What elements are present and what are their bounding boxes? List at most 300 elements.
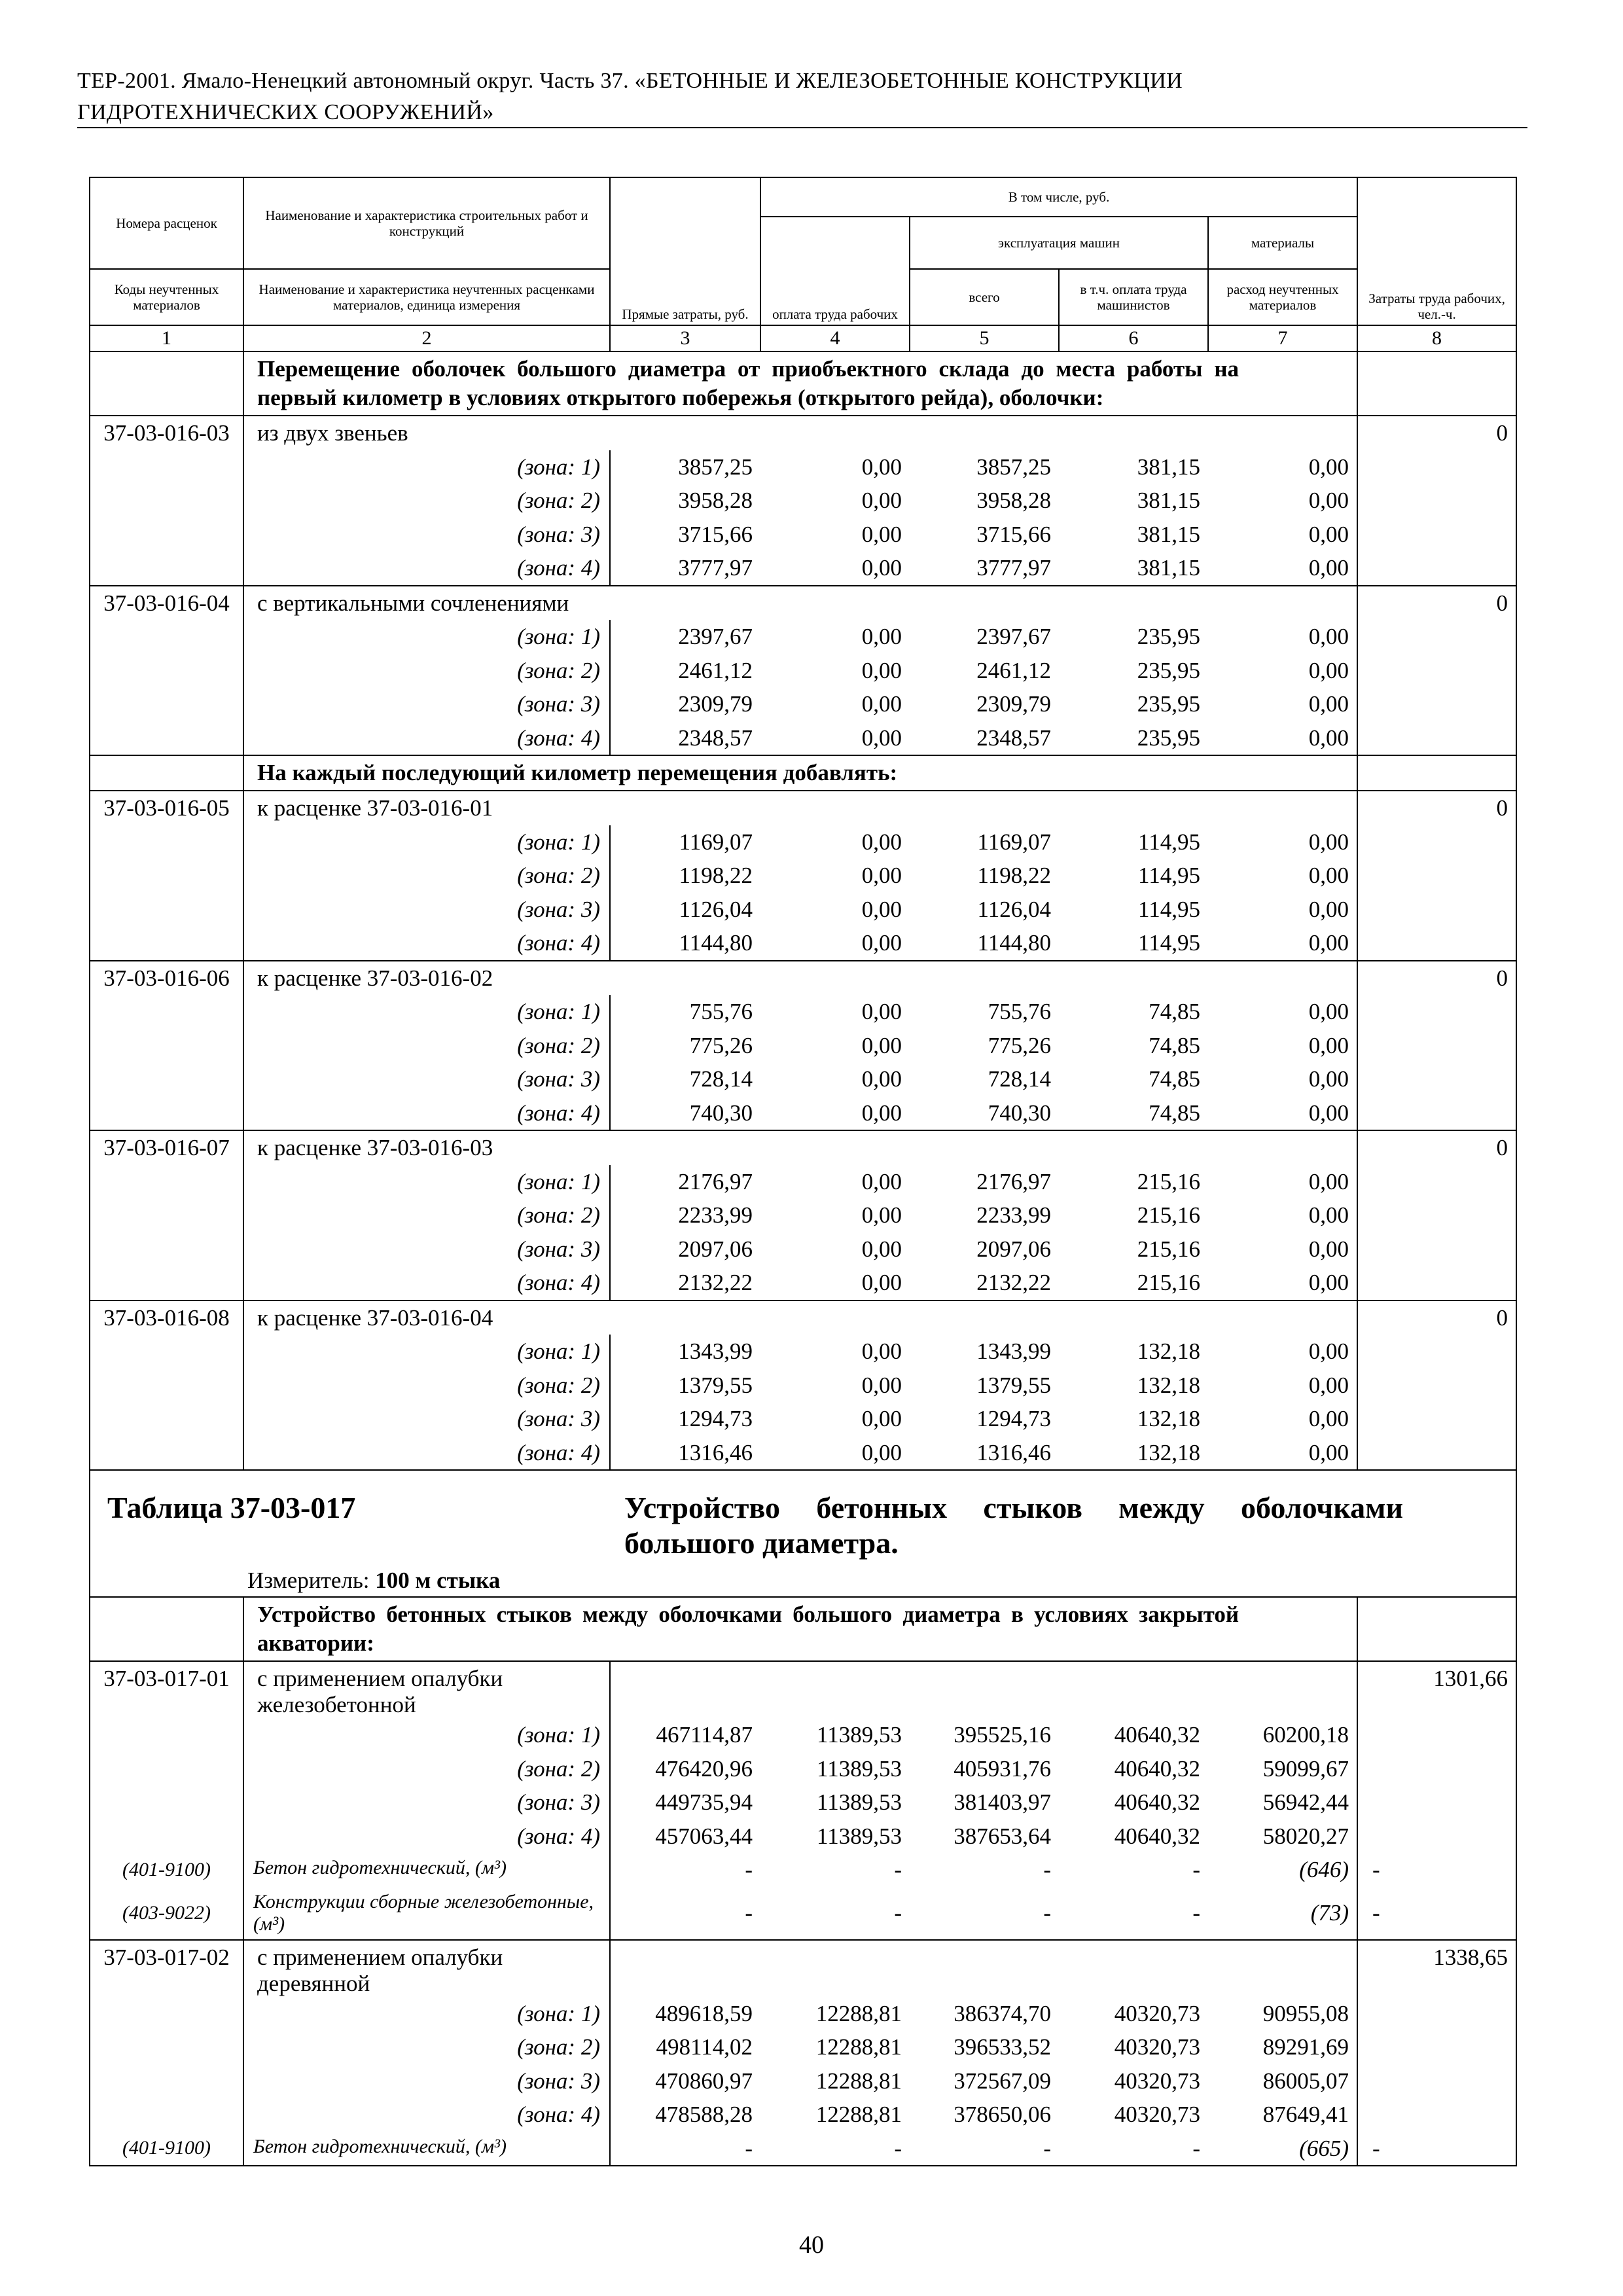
material-qty: (646) [1299,1857,1349,1882]
empty-cell [1059,1300,1208,1335]
empty-cell [90,1198,243,1232]
dash-cell: - [910,2132,1059,2166]
empty-cell [90,1820,243,1854]
col-header-name-mat: Наименование и характеристика неучтенных расценками материалов, единица измерения [243,269,610,325]
zone-row [90,1820,1516,1854]
empty-cell [760,791,910,825]
zone-row [90,1785,1516,1820]
empty-cell [90,721,243,756]
col-header-including: В том числе, руб. [760,177,1357,217]
value-cell: 114,95 [1138,930,1200,956]
value-cell: 0,00 [861,454,902,480]
labor-value: 1338,65 [1357,1940,1516,1997]
zone-row [90,518,1516,552]
value-cell: 467114,87 [610,1718,760,1752]
col-header-labor: Затраты труда рабочих, чел.-ч. [1357,177,1516,325]
empty-cell [1357,1335,1516,1369]
rate-row [90,1300,1516,1335]
empty-cell [1208,1940,1357,1997]
empty-cell [1208,1661,1357,1718]
empty-cell [90,1718,243,1752]
value-cell: 2309,79 [976,691,1051,717]
col-num: 1 [90,325,243,351]
value-cell: 60200,18 [1262,1722,1349,1748]
value-cell: 74,85 [1149,1066,1200,1092]
value-cell: 0,00 [1308,1168,1349,1194]
value-cell: 755,76 [610,995,760,1029]
rate-name: к расценке 37-03-016-02 [243,961,760,996]
material-name: Бетон гидротехнический, (м³) [243,1853,610,1887]
value-cell: 775,26 [610,1029,760,1063]
labor-value: 0 [1357,791,1516,825]
value-cell: 235,95 [1137,725,1200,751]
value-cell: 728,14 [610,1062,760,1096]
labor-value: 0 [1357,1300,1516,1335]
value-cell: 1144,80 [977,930,1051,956]
header-rule [77,127,1527,128]
material-qty: (73) [1310,1899,1349,1926]
zone-row [90,1436,1516,1471]
empty-cell [1357,825,1516,859]
empty-cell [610,1940,760,1997]
zone-label: (зона: 2) [243,2030,610,2064]
col-header-machines: эксплуатация машин [910,217,1208,269]
empty-cell [90,620,243,654]
rate-code: 37-03-016-05 [90,791,243,825]
value-cell: 386374,70 [954,2000,1051,2026]
value-cell: 0,00 [1308,1270,1349,1295]
rate-row [90,1130,1516,1165]
empty-cell [90,654,243,688]
material-row [90,2132,1516,2166]
section-1-title [90,351,1516,416]
value-cell: 489618,59 [610,1997,760,2031]
empty-cell [90,450,243,484]
value-cell: 2461,12 [610,654,760,688]
value-cell: 40320,73 [1114,2068,1200,2094]
value-cell: 381,15 [1137,555,1200,581]
value-cell: 381,15 [1137,454,1200,480]
measure [107,1565,1516,1596]
empty-cell [90,1785,243,1820]
empty-cell [1357,1718,1516,1752]
labor-value: 0 [1357,961,1516,996]
col-num: 4 [760,325,910,351]
rate-name: к расценке 37-03-016-03 [243,1130,760,1165]
value-cell: 0,00 [861,896,902,922]
labor-value: 0 [1357,1130,1516,1165]
empty-cell [1357,687,1516,721]
empty-cell [760,961,910,996]
rate-code: 37-03-016-03 [90,416,243,450]
rate-code: 37-03-016-04 [90,586,243,620]
rate-name: к расценке 37-03-016-04 [243,1300,760,1335]
table-description: Устройство бетонных стыков между оболочками большого диаметра. [624,1491,1403,1560]
value-cell: 0,00 [1308,488,1349,513]
zone-row [90,1369,1516,1403]
zone-row [90,1096,1516,1131]
value-cell: 90955,08 [1262,2000,1349,2026]
zone-label: (зона: 2) [243,1029,610,1063]
labor-value: 0 [1357,586,1516,620]
empty-cell [910,1940,1059,1997]
empty-cell [1357,1997,1516,2031]
empty-cell [760,1130,910,1165]
empty-cell [1357,620,1516,654]
value-cell: 2397,67 [610,620,760,654]
value-cell: 2233,99 [610,1198,760,1232]
value-cell: 11389,53 [817,1722,902,1748]
dash-cell: - [1043,1857,1051,1882]
dash-cell: - [1357,2132,1516,2166]
value-cell: 0,00 [861,1439,902,1465]
value-cell: 0,00 [861,1372,902,1398]
value-cell: 0,00 [1308,930,1349,956]
value-cell: 215,16 [1137,1202,1200,1228]
value-cell: 1198,22 [977,863,1051,888]
value-cell: 0,00 [861,521,902,547]
value-cell: 0,00 [1308,863,1349,888]
zone-label: (зона: 1) [243,1165,610,1199]
zone-label: (зона: 3) [243,1062,610,1096]
zone-label: (зона: 2) [243,654,610,688]
value-cell: 11389,53 [817,1755,902,1782]
zone-row [90,1198,1516,1232]
value-cell: 0,00 [861,863,902,888]
value-cell: 3958,28 [976,488,1051,513]
col-num: 6 [1059,325,1208,351]
zone-label: (зона: 1) [243,995,610,1029]
zone-row [90,1335,1516,1369]
value-cell: 470860,97 [610,2064,760,2098]
empty-cell [90,1335,243,1369]
value-cell: 235,95 [1137,691,1200,717]
zone-label: (зона: 1) [243,450,610,484]
value-cell: 1343,99 [976,1338,1051,1364]
empty-cell [1357,450,1516,484]
empty-cell [90,1062,243,1096]
zone-row [90,1997,1516,2031]
empty-cell [610,1661,760,1718]
rate-row [90,586,1516,620]
value-cell: 0,00 [861,488,902,513]
zone-label: (зона: 4) [243,1096,610,1131]
zone-row [90,1752,1516,1786]
value-cell: 2132,22 [610,1266,760,1300]
value-cell: 3715,66 [610,518,760,552]
labor-value: 0 [1357,416,1516,450]
value-cell: 235,95 [1137,624,1200,649]
rate-name: с применением опалубки деревянной [243,1940,610,1997]
value-cell: 89291,69 [1262,2034,1349,2060]
empty-cell [1208,791,1357,825]
value-cell: 132,18 [1137,1406,1200,1431]
col-header-name: Наименование и характеристика строительных работ и конструкций [243,177,610,269]
empty-cell [1059,791,1208,825]
zone-row [90,484,1516,518]
empty-cell [760,416,910,450]
empty-cell [1357,1436,1516,1471]
empty-cell [90,351,243,416]
zone-label: (зона: 4) [243,1820,610,1854]
measure-label: Измеритель: [247,1568,370,1593]
dash-cell: - [1192,1899,1200,1926]
zone-row [90,450,1516,484]
rate-row [90,416,1516,450]
value-cell: 2176,97 [610,1165,760,1199]
value-cell: 3715,66 [976,521,1051,547]
empty-cell [90,687,243,721]
value-cell: 2461,12 [976,657,1051,683]
rate-code: 37-03-017-02 [90,1940,243,1997]
value-cell: 40640,32 [1114,1722,1200,1748]
value-cell: 40320,73 [1114,2000,1200,2026]
zone-row [90,1402,1516,1436]
dash-cell: - [1192,1857,1200,1882]
empty-cell [1357,893,1516,927]
empty-cell [1357,351,1516,416]
value-cell: 0,00 [1308,829,1349,855]
value-cell: 0,00 [1308,657,1349,683]
empty-cell [1208,961,1357,996]
value-cell: 2097,06 [976,1236,1051,1262]
value-cell: 0,00 [1308,521,1349,547]
table-title-block [90,1470,1516,1597]
page-number: 40 [799,2231,824,2259]
col-header-machinist: в т.ч. оплата труда машинистов [1059,269,1208,325]
zone-row [90,926,1516,961]
value-cell: 775,26 [988,1032,1051,1058]
col-num: 2 [243,325,610,351]
zone-label: (зона: 4) [243,551,610,586]
value-cell: 0,00 [861,930,902,956]
section-title: Перемещение оболочек большого диаметра от приобъектного склада до места работы на первый километр в условиях открытого побережья (открытого рейда), оболочки: [243,351,1357,416]
value-cell: 396533,52 [954,2034,1051,2060]
empty-cell [1357,1198,1516,1232]
material-name: Бетон гидротехнический, (м³) [243,2132,610,2166]
zone-label: (зона: 2) [243,859,610,893]
rate-row [90,1661,1516,1718]
table-title-row [90,1470,1516,1597]
zone-label: (зона: 3) [243,687,610,721]
empty-cell [1208,586,1357,620]
value-cell: 114,95 [1138,896,1200,922]
zone-row [90,2030,1516,2064]
dash-cell: - [894,1899,902,1926]
value-cell: 2132,22 [976,1270,1051,1295]
zone-row [90,995,1516,1029]
column-numbers-row [90,325,1516,351]
empty-cell [910,416,1059,450]
col-num: 5 [910,325,1059,351]
value-cell: 11389,53 [817,1823,902,1849]
zone-row [90,2098,1516,2132]
zone-label: (зона: 3) [243,518,610,552]
value-cell: 378650,06 [954,2102,1051,2127]
empty-cell [90,1165,243,1199]
value-cell: 74,85 [1149,1100,1200,1126]
value-cell: 40640,32 [1114,1823,1200,1849]
rate-name: с вертикальными сочленениями [243,586,760,620]
zone-row [90,1718,1516,1752]
value-cell: 1379,55 [976,1372,1051,1398]
value-cell: 3958,28 [610,484,760,518]
empty-cell [1208,1130,1357,1165]
empty-cell [760,586,910,620]
material-row [90,1887,1516,1940]
value-cell: 1343,99 [610,1335,760,1369]
empty-cell [1059,961,1208,996]
value-cell: 12288,81 [815,2068,902,2094]
empty-cell [760,1940,910,1997]
empty-cell [910,1300,1059,1335]
dash-cell: - [610,1887,760,1940]
value-cell: 0,00 [861,1066,902,1092]
price-table [89,177,1517,2166]
empty-cell [1357,755,1516,791]
zone-row [90,1232,1516,1266]
rate-code: 37-03-016-08 [90,1300,243,1335]
value-cell: 1169,07 [610,825,760,859]
table-title-wrap [107,1490,1516,1561]
zone-label: (зона: 2) [243,1198,610,1232]
header-line-1: ТЕР-2001. Ямало-Ненецкий автономный округ. Часть 37. «БЕТОННЫЕ И ЖЕЛЕЗОБЕТОННЫЕ КОНСТРУКЦИИ [77,69,1183,93]
empty-cell [90,755,243,791]
value-cell: 405931,76 [954,1755,1051,1782]
empty-cell [760,1300,910,1335]
empty-cell [90,1402,243,1436]
col-num: 8 [1357,325,1516,351]
empty-cell [1357,1752,1516,1786]
value-cell: 0,00 [861,1202,902,1228]
value-cell: 2348,57 [610,721,760,756]
value-cell: 3777,97 [976,555,1051,581]
zone-row [90,654,1516,688]
empty-cell [90,926,243,961]
zone-label: (зона: 2) [243,1752,610,1786]
value-cell: 728,14 [988,1066,1051,1092]
rate-name: к расценке 37-03-016-01 [243,791,760,825]
empty-cell [1357,2064,1516,2098]
value-cell: 12288,81 [815,2102,902,2127]
dash-cell: - [610,2132,760,2166]
zone-label: (зона: 4) [243,2098,610,2132]
empty-cell [90,1436,243,1471]
value-cell: 1379,55 [610,1369,760,1403]
empty-cell [90,2098,243,2132]
zone-label: (зона: 4) [243,721,610,756]
value-cell: 86005,07 [1262,2068,1349,2094]
value-cell: 59099,67 [1262,1755,1349,1782]
table-title: Таблица 37-03-017 [107,1491,356,1524]
value-cell: 12288,81 [815,2000,902,2026]
value-cell: 56942,44 [1262,1789,1349,1815]
value-cell: 0,00 [1308,1066,1349,1092]
material-qty: (665) [1208,2132,1357,2166]
empty-cell [1357,2030,1516,2064]
col-header-code: Номера расценок [90,177,243,269]
value-cell: 0,00 [1308,454,1349,480]
empty-cell [910,1130,1059,1165]
zone-label: (зона: 3) [243,2064,610,2098]
header-line-2: ГИДРОТЕХНИЧЕСКИХ СООРУЖЕНИЙ» [77,100,494,124]
zone-row [90,859,1516,893]
empty-cell [90,518,243,552]
dash-cell: - [610,1853,760,1887]
value-cell: 0,00 [1308,1406,1349,1431]
value-cell: 3857,25 [976,454,1051,480]
value-cell: 132,18 [1137,1439,1200,1465]
value-cell: 0,00 [1308,555,1349,581]
value-cell: 3857,25 [610,450,760,484]
empty-cell [90,825,243,859]
value-cell: 215,16 [1137,1168,1200,1194]
empty-cell [1059,586,1208,620]
measure-value: 100 м стыка [375,1568,501,1593]
zone-row [90,1165,1516,1199]
empty-cell [1357,1062,1516,1096]
value-cell: 215,16 [1137,1270,1200,1295]
value-cell: 0,00 [861,725,902,751]
empty-cell [910,791,1059,825]
material-name: Конструкции сборные железобетонные, (м³) [243,1887,610,1940]
dash-cell: - [1059,2132,1208,2166]
page-header [77,65,1527,128]
value-cell: 2097,06 [610,1232,760,1266]
value-cell: 0,00 [861,624,902,649]
value-cell: 0,00 [1308,624,1349,649]
value-cell: 0,00 [861,829,902,855]
value-cell: 2176,97 [976,1168,1051,1194]
zone-label: (зона: 4) [243,1436,610,1471]
value-cell: 372567,09 [954,2068,1051,2094]
zone-label: (зона: 3) [243,1785,610,1820]
value-cell: 40320,73 [1114,2034,1200,2060]
empty-cell [910,586,1059,620]
zone-row [90,893,1516,927]
value-cell: 58020,27 [1262,1823,1349,1849]
value-cell: 74,85 [1149,999,1200,1024]
rate-row [90,961,1516,996]
zone-label: (зона: 1) [243,620,610,654]
value-cell: 0,00 [1308,1338,1349,1364]
value-cell: 0,00 [1308,1202,1349,1228]
empty-cell [1059,416,1208,450]
value-cell: 0,00 [1308,1100,1349,1126]
value-cell: 2397,67 [976,624,1051,649]
value-cell: 0,00 [861,1406,902,1431]
value-cell: 2309,79 [610,687,760,721]
empty-cell [1357,721,1516,756]
value-cell: 0,00 [1308,999,1349,1024]
zone-label: (зона: 2) [243,1369,610,1403]
value-cell: 2233,99 [976,1202,1051,1228]
value-cell: 0,00 [861,1236,902,1262]
value-cell: 114,95 [1138,829,1200,855]
empty-cell [90,859,243,893]
zone-row [90,620,1516,654]
zone-label: (зона: 3) [243,893,610,927]
dash-cell: - [1357,1853,1516,1887]
value-cell: 0,00 [861,1100,902,1126]
empty-cell [1357,551,1516,586]
empty-cell [1357,654,1516,688]
value-cell: 132,18 [1137,1372,1200,1398]
empty-cell [90,1096,243,1131]
empty-cell [910,1661,1059,1718]
material-row [90,1853,1516,1887]
value-cell: 1294,73 [976,1406,1051,1431]
